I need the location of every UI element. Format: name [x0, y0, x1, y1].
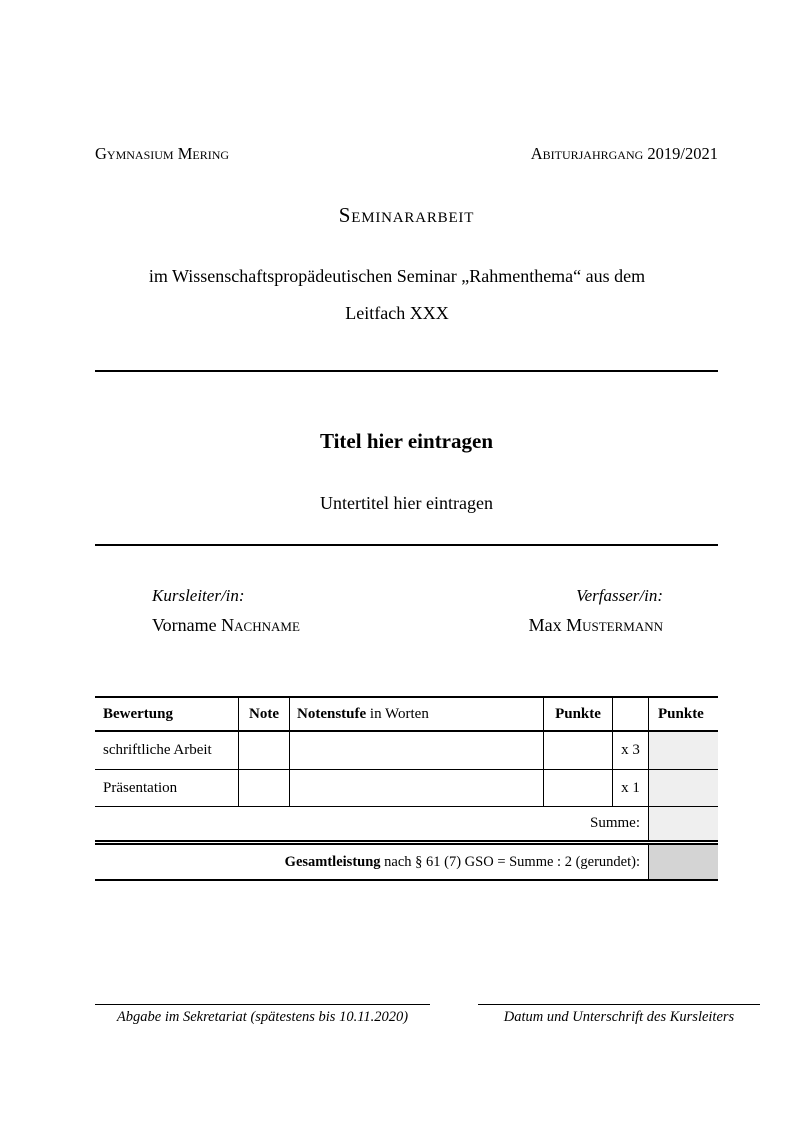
course-leader-block — [152, 586, 300, 636]
author-firstname: Max — [528, 615, 567, 635]
total-label-bold: Gesamtleistung — [284, 853, 381, 870]
row2-result-field — [648, 770, 718, 806]
table-row-sum — [95, 807, 718, 845]
signature-line-submission — [95, 1004, 430, 1026]
document-type-heading: Seminararbeit — [338, 203, 475, 227]
course-leader-lastname: Nachname — [221, 615, 300, 635]
total-label — [95, 845, 648, 879]
submission-caption: Abgabe im Sekretariat (spätestens bis 10.11.2020) — [116, 1009, 409, 1025]
author-name — [529, 615, 663, 636]
sum-label: Summe: — [589, 815, 640, 831]
row1-label: schriftliche Arbeit — [103, 742, 212, 758]
thesis-subtitle: Untertitel hier eintragen — [320, 493, 493, 513]
seminar-description-line1: im Wissenschaftspropädeutischen Seminar „Rahmenthema“ aus dem — [148, 266, 646, 286]
row1-result-field — [648, 732, 718, 769]
header-punkte-result — [648, 698, 718, 730]
row1-words-field — [289, 732, 543, 769]
header-note: Note — [238, 698, 289, 730]
row2-words-field — [289, 770, 543, 806]
author-block — [529, 586, 663, 636]
course-leader-name — [152, 615, 300, 636]
cohort-label: Abiturjahrgang 2019/2021 — [530, 144, 718, 163]
seminar-description-line2: Leitfach XXX — [345, 303, 449, 323]
signature-line-course-leader — [478, 1004, 760, 1026]
document-header — [95, 144, 718, 164]
course-leader-signature-caption: Datum und Unterschrift des Kursleiters — [503, 1009, 735, 1025]
author-label: Verfasser/in: — [576, 586, 663, 605]
course-leader-label: Kursleiter/in: — [152, 586, 245, 605]
row1-multiplier: x 3 — [612, 732, 648, 769]
table-row-written-work — [95, 732, 718, 770]
header-notenstufe-rest: in Worten — [366, 705, 429, 722]
row2-punkte-field — [543, 770, 612, 806]
sum-result-field — [648, 807, 718, 840]
grading-table-header-row — [95, 698, 718, 732]
row1-punkte-field — [543, 732, 612, 769]
total-result-field — [648, 845, 718, 879]
header-punkte-result-label: Punkte — [658, 705, 704, 722]
row1-note-field — [238, 732, 289, 769]
persons-section — [152, 586, 663, 636]
seminar-description — [60, 258, 734, 332]
row2-label: Präsentation — [103, 779, 178, 796]
thesis-title: Titel hier eintragen — [319, 429, 494, 453]
header-multiplier — [612, 698, 648, 730]
grading-table — [95, 696, 718, 881]
header-bewertung: Bewertung — [103, 705, 173, 722]
header-notenstufe-bold: Notenstufe — [297, 705, 367, 722]
table-row-total — [95, 845, 718, 881]
course-leader-firstname: Vorname — [152, 615, 222, 635]
divider-bottom — [95, 544, 718, 546]
header-punkte: Punkte — [543, 698, 612, 730]
row2-multiplier: x 1 — [612, 770, 648, 806]
total-label-rest: nach § 61 (7) GSO = Summe : 2 (gerundet): — [380, 853, 640, 870]
divider-top — [95, 370, 718, 372]
school-name: Gymnasium Mering — [95, 144, 230, 163]
table-row-presentation — [95, 770, 718, 807]
author-lastname: Mustermann — [566, 615, 663, 635]
row2-note-field — [238, 770, 289, 806]
header-notenstufe — [289, 698, 543, 730]
